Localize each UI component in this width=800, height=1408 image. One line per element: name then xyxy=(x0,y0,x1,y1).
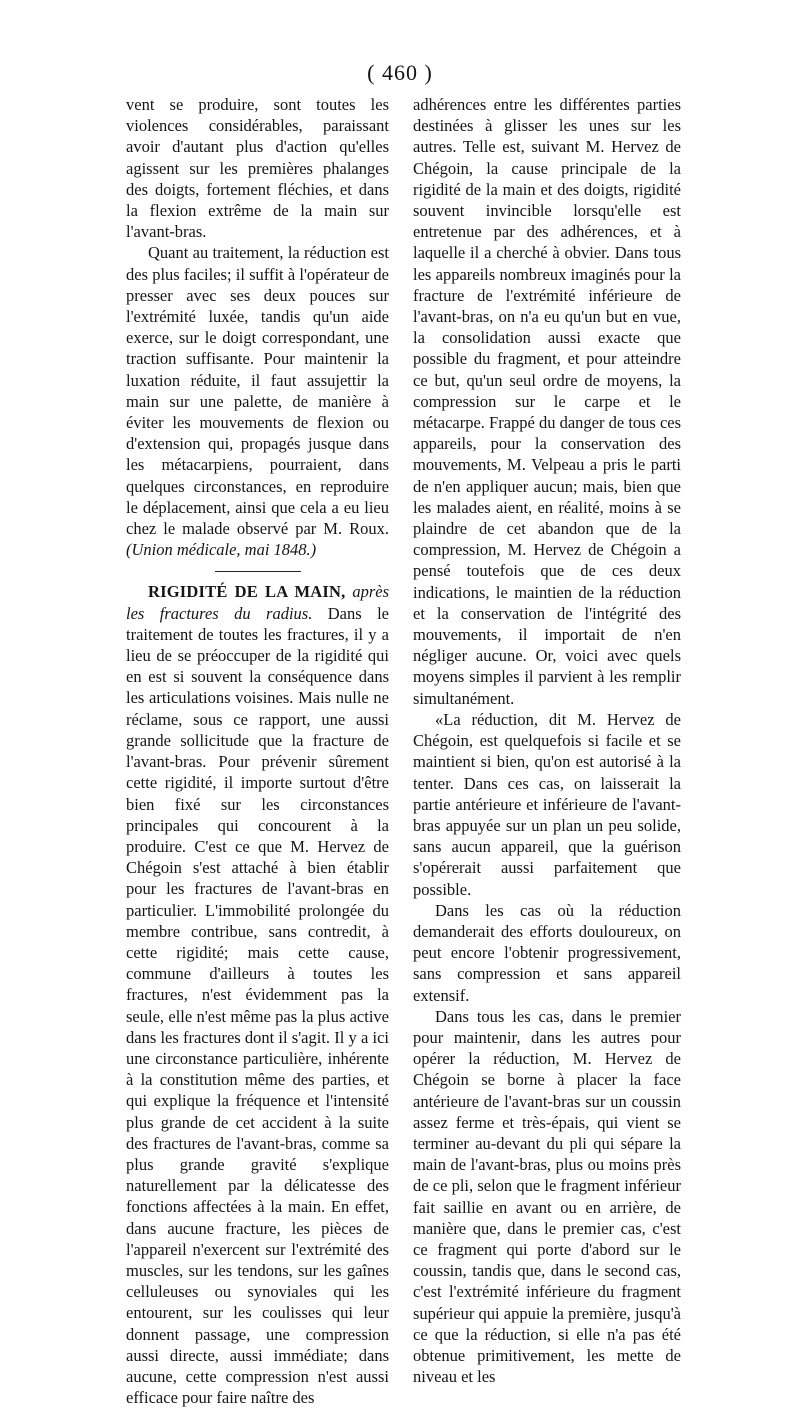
section-title: RIGIDITÉ DE LA MAIN, xyxy=(148,582,346,602)
right-paragraph-4: Dans tous les cas, dans le premier pour maintenir, dans les autres pour opérer la réduction, M. Hervez de Chégoin se borne à placer la face antérieure de l'avant-bras sur un coussin assez ferme et très-épais, qui vient se terminer au-devant du pli qui sépare la main de l'avant-bras, plus ou moins près de ce pli, selon que le fragment inférieur fait saillie en avant ou en arrière, de manière que, dans le premier cas, c'est ce fragment qui porte d'abord sur le coussin, tandis que, dans le second cas, c'est l'extrémité inférieure du fragment supérieur qui appuie la première, jusqu'à ce que la réduction, si elle n'a pas été obtenue primitivement, les mette de niveau et les xyxy=(413,1006,681,1387)
left-paragraph-2-text: Quant au traitement, la réduction est des plus faciles; il suffit à l'opérateur de presser avec ses deux pouces sur l'extrémité luxée, tandis qu'un aide exerce, sur le doigt correspondant, une traction suffisante. Pour maintenir la luxation réduite, il faut assujettir la main sur une palette, de manière à éviter les mouvements de flexion ou d'extension qui, propagés jusque dans les métacarpiens, pourraient, dans quelques circonstances, en reproduire le déplacement, ainsi que cela a eu lieu chez le malade observé par M. Roux. xyxy=(126,243,389,539)
left-paragraph-3-text: Dans le traitement de toutes les fractures, il y a lieu de se préoccuper de la rigidité qui en est si souvent la conséquence dans les articulations voisines. Mais nulle ne réclame, sous ce rapport, une aussi grande sollicitude que la fracture de l'avant-bras. Pour prévenir sûrement cette rigidité, il importe surtout d'être bien fixé sur les circonstances principales qui concourent à la produire. C'est ce que M. Hervez de Chégoin s'est attaché à bien établir pour les fractures de l'avant-bras en particulier. L'immobilité prolongée du membre contribue, sans contredit, à cette rigidité; mais cette cause, commune d'ailleurs à toutes les fractures, n'est évidemment pas la seule, elle n'est même pas la plus active dans les fractures dont il s'agit. Il y a ici une circonstance particulière, inhérente à la constitution même des parties, et qui explique la fréquence et l'intensité plus grande de cet accident à la suite des fractures de l'avant-bras, comme sa plus grande gravité s'explique naturellement par la délicatesse des fonctions affectées à la main. En effet, dans aucune fracture, les pièces de l'appareil n'exercent sur l'extrémité des muscles, sur les tendons, sur les gaînes celluleuses ou synoviales qui les entourent, sur les coulisses qui leur donnent passage, une compression aussi directe, aussi immédiate; dans aucune, cette compression n'est aussi efficace pour faire naître des xyxy=(126,603,389,1408)
right-paragraph-1: adhérences entre les différentes parties destinées à glisser les unes sur les autres. Telle est, suivant M. Hervez de Chégoin, la cause principale de la rigidité de la main et des doigts, rigidité souvent invincible lorsqu'elle est entretenue par des adhérences, et à laquelle il a cherché à obvier. Dans tous les appareils nombreux imaginés pour la fracture de l'extrémité inférieure de l'avant-bras, on n'a eu qu'un but en vue, la consolidation aussi exacte que possible du fragment, et pour atteindre ce but, qu'un seul ordre de moyens, la compression sur le carpe et le métacarpe. Frappé du danger de tous ces appareils, pour la conservation des mouvements, M. Velpeau a pris le parti de n'en appliquer aucun; mais, bien que les malades aient, en réalité, moins à se plaindre de cet abandon que de la compression, M. Hervez de Chégoin a pensé toutefois que de ces deux indications, le maintien de la réduction et la conservation de l'intégrité des mouvements, il importait de n'en négliger aucune. Or, voici avec quels moyens simples il parvient à les remplir simultanément. xyxy=(413,95,682,708)
left-paragraph-1: vent se produire, sont toutes les violences considérables, paraissant avoir d'autant plus d'action qu'elles agissent sur les premières phalanges des doigts, fortement fléchies, et dans la flexion extrême de la main sur l'avant-bras. xyxy=(126,95,389,242)
left-paragraph-2 xyxy=(126,242,389,560)
left-column xyxy=(126,94,389,1408)
right-paragraph-2: «La réduction, dit M. Hervez de Chégoin, est quelquefois si facile et se maintient si bien, qu'on est autorisé à la tenter. Dans ces cas, on laisserait la partie antérieure et inférieure de l'avant-bras appuyée sur un plan un peu solide, sans aucun appareil, que la guérison s'opérerait aussi parfaitement que possible. xyxy=(413,709,681,899)
section-subtitle: après les fractures du radius. xyxy=(126,582,389,623)
right-paragraph-3: Dans les cas où la réduction demanderait des efforts douloureux, on peut encore l'obtenir progressivement, sans compression et sans appareil extensif. xyxy=(413,900,681,1005)
section-paragraph xyxy=(126,581,389,1408)
source-citation: (Union médicale, mai 1848.) xyxy=(126,540,317,560)
section-divider xyxy=(215,571,301,572)
page-number: ( 460 ) xyxy=(367,60,433,85)
right-column xyxy=(413,94,681,1387)
